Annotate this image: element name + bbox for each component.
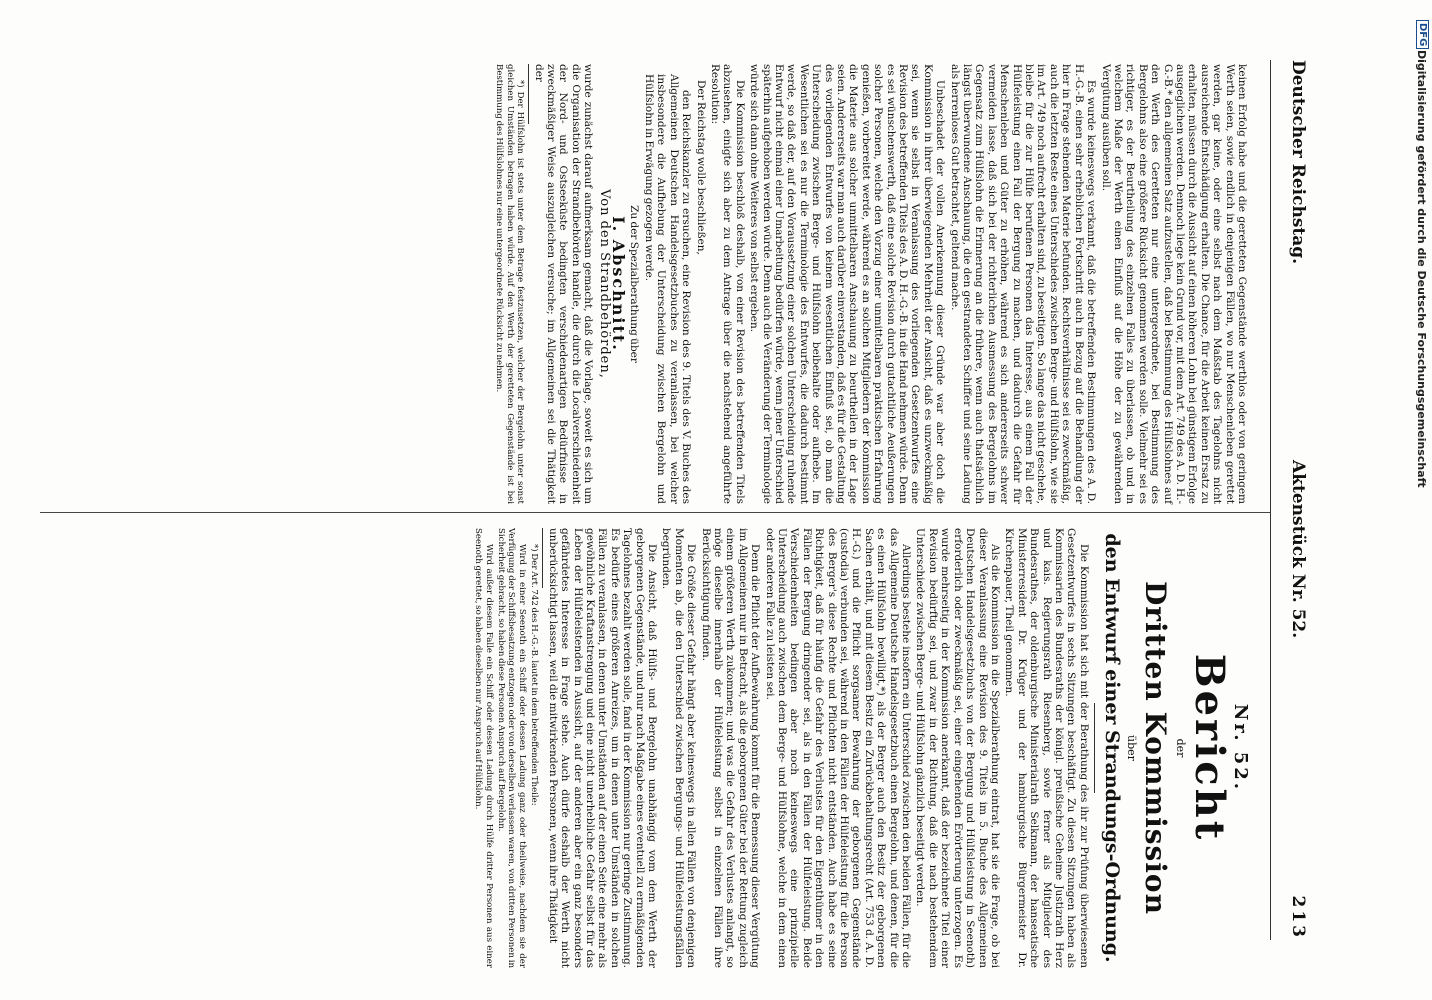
section-subheading: Von den Strandbehörden, xyxy=(596,189,612,379)
header-rule xyxy=(1270,60,1271,940)
header-left: Deutscher Reichstag. xyxy=(1288,60,1308,265)
paragraph: wurde zunächst darauf aufmerksam gemacht, daß die Vorlage, soweit es sich um die Organisation der Strandbehörden handle, die durch die Localverschiedenheit der Nord- und Ostseeküste bedingten verschiedenartigen Bedürfnisse in zweckmäßiger Weise auszugleichen versuche; im Allgemeinen sei die Thätigkeit der xyxy=(532,64,595,504)
title-ueber: über xyxy=(1125,735,1139,761)
right-footnote xyxy=(494,64,525,504)
paragraph: Allerdings bestehe insofern ein Unterschied zwischen den beiden Fällen, für die das Allgemeine Deutsche Handelsgesetzbuch einen Bergelohn, und denen, für die es einen Hülfslohn bewilligt,*) als der Berger auch den Besitz der geborgenen Sachen erhält, und mit diesem Besitz ein Zurückbehaltungsrecht (Art. 753 d. A. D. H.-G.) und die Pflicht sorgsamer Bewahrung der geborgenen Gegenstände (custodia) verbunden sei, während in den Fällen der Hülfeleistung für die Person des Berger's diese Rechte und Pflichten nicht entständen. Auch habe es seine Richtigkeit, daß für häufig die Gefahr des Verlustes für den Eigenthümer in den Fällen der Bergung dringender sei, als in den Fällen der Hülfeleistung. Beide Verschiedenheiten bedingen aber noch keineswegs eine prinzipielle Unterscheidung auch zwischen dem Berge- und Hülfslohne, welche in dem einen oder anderen Falle zu leisten sei. xyxy=(763,528,913,968)
paragraph: Die Kommission beschloß deshalb, von einer Revision des betreffenden Titels abzusehen, einigte sich aber zu dem Antrage über die nachstehend angeführte Resolution: xyxy=(708,64,746,504)
resolution-intro: Der Reichstag wolle beschließen, xyxy=(694,80,707,255)
commission-name: Dritten Kommission xyxy=(1139,581,1173,915)
footnote-line: *) Der Art. 742 des H.-G.-B. lautet in dem betreffenden Theile: xyxy=(529,544,540,806)
paragraph: Die Kommission hat sich mit der Berathung des ihr zur Prüfung überwiesenen Gesetzentwurfes in sechs Sitzungen beschäftigt. Zu diesen Sitzungen haben als Kommissarien des Bundesraths der königl. preußische Geheime Justizrath Herz und kais. Regierungsrath Riesenberg, sowie ferner als Mitglieder des Bundesrathes, der oldenburgische Ministerialrath Selkmann, der hanseatische Ministerresident Dr. Krüger und der hamburgische Bürgermeister Dr. Kirchenpauer, Theil genommen. xyxy=(1003,528,1090,968)
title-der: der xyxy=(1173,738,1187,758)
left-footnote xyxy=(473,528,539,968)
paragraph: Die Ansicht, daß Hülfs- und Bergelohn unabhängig vom dem Werth der geborgenen Gegenstände, und nur nach Maßgabe eines eventuell zu ermäßigenden Tagelohnes bezahlt werden solle, fand in der Kommission nur geringe Zustimmung. Es bedürfe eines größeren Anreizes, um in denen unter Umständen in solchen Fällen zu veranlassen, in denen unter Umständen auf der einen Seite eine mehr als gewöhnliche Kraftanstrengung und eine nicht unerhebliche Gefahr selbst für das Leben der Hülfeleistenden in Aussicht, auf der anderen aber ein ganz besonders gefährdetes Interesse in Frage stehe. Auch dürfe deshalb der Werth nicht unberücksichtigt lassen, weil die mitwirkenden Personen, wenn ihre Thätigkeit xyxy=(546,528,658,968)
paragraph: Als die Kommission in die Spezialberathung eintrat, hat sie die Frage, ob bei dieser Veranlassung eine Revision des 9. Titels im 5. Buche des Allgemeinen Deutschen Handelsgesetzbuchs von der Bergung und Hülfsleistung in Seenoth) erforderlich oder zweckmäßig sei, einer eingehenden Erörterung unterzogen. Es wurde mehrseitig in der Kommission anerkannt, daß der bezeichnete Titel einer Revision bedürftig sei, und zwar in der Richtung, daß die nach bestehendem Unterschiede zwischen Berge- und Hülfslohn gänzlich beseitigt werden. xyxy=(914,528,1001,968)
article-subject: den Entwurf einer Strandungs-Ordnung. xyxy=(1100,533,1123,963)
paragraph: Unbeschadet der vollen Anerkennung dieser Gründe war aber doch die Kommission in ihrer überwiegenden Mehrheit der Ansicht, daß es unzweckmäßig sei, wenn sie selbst in Veranlassung des vorliegenden Gesetzentwurfes eine Revision des betreffenden Titels des A. D. H.-G.-B. in die Hand nehmen würde. Denn es sei wünschenswerth, daß eine solche Revision durch gutachtliche Aeußerungen solcher Personen, welche den Vorzug einer unmittelbaren praktischen Erfahrung genießen, vorbereitet werde, während es an solchen Mitgliedern der Kommission die Materie aus solcher unmittelbaren Anschauung zu beurtheilen in der Lage seien. Andererseits war man auch darüber einverstanden, daß es für die Gestaltung des vorliegenden Entwurfes von keinem wesentlichen Einfluß sei, ob man die Unterscheidung zwischen Berge- und Hülfslohn beibehalte oder aufhebe. Im Wesentlichen sei es nur die Terminologie des Entwurfes, die dadurch bestimmt werde, so daß der, auf den Voraussetzung einer solchen Unterscheidung ruhende Entwurf nicht einmal einer Umarbeitung bedürfen würde, wenn jener Unterschied späterhin aufgehoben werden würde. Denn auch die Veränderung der Terminologie würde sich dann ohne Weiteres von selbst ergeben. xyxy=(748,64,947,504)
section-heading: I. Abschnitt. xyxy=(609,216,629,352)
resolution-text: den Reichskanzler zu ersuchen, eine Revision des 9. Titels des V. Buches des Allgemeinen Deutschen Handelsgesetzbuches zu veranlassen, bei welcher insbesondere die Aufhebung der Unterscheidung zwischen Bergelohn und Hülfslohn in Erwägung gezogen werde. xyxy=(642,74,693,504)
page-number: 213 xyxy=(1288,895,1308,940)
title-rule xyxy=(1094,703,1095,793)
column-divider xyxy=(40,512,1270,513)
article-number: Nr. 52. xyxy=(1230,703,1251,793)
article-title: Bericht xyxy=(1185,653,1233,843)
footnote-rule xyxy=(528,64,529,124)
paragraph: keinen Erfolg habe und die geretteten Gegenstände werthlos oder von geringem Werth seien, sowie endlich in denjenigen Fällen, wo nur Menschenleben gerettet werden, gar keine, oder eine selbst nach dem Maßstab des Tagelohns nicht ausreichende Entschädigung erhalten. Die Chance, für die Arbeit keinen Ersatz zu erhalten, müssen durch die Aussicht auf einen höheren Lohn bei günstigem Erfolge ausgeglichen werden. Dennoch liege kein Grund vor, mit dem Art. 749 des A. D. H.-G.-B.* den allgemeinen Satz aufzustellen, daß bei Bestimmung des Hülfslohnes auf den Werth des Geretteten nur eine untergeordnete, bei Bestimmung des Bergelohns also eine größere Rücksicht genommen werden solle. Vielmehr sei es richtiger, es der Beurtheilung des einzelnen Falles zu überlassen, ob und in welchem Maße der Werth einen Einfluß auf die Höhe der zu gewährenden Vergütung ausüben soll. xyxy=(1099,64,1248,504)
right-column xyxy=(208,64,1248,504)
footnote-rule xyxy=(542,528,543,588)
paragraph: Zu der Spezialberathung über xyxy=(628,205,641,363)
left-column xyxy=(208,528,1251,968)
dfg-logo: DFG xyxy=(1416,20,1429,49)
footnote-line: Wird in einer Seenoth ein Schiff oder dessen Ladung ganz oder theilweise, nachdem sie der Verfügung der Schiffsbesatzung entzogen oder von derselben verlassen waren, von dritten Personen in Sicherheit gebracht, so haben diese Personen Anspruch auf Bergelohn. xyxy=(496,528,527,968)
digitization-note xyxy=(1412,20,1430,960)
footnote-line: Wird außer diesem Falle ein Schiff oder dessen Ladung durch Hülfe dritter Personen aus einer Seenoth gerettet, so haben dieselben nur Anspruch auf Hülfslohn. xyxy=(473,528,494,968)
paragraph: Die Größe dieser Gefahr hängt aber keineswegs in allen Fällen von denjenigen Momenten ab, die den Unterschied zwischen Bergungs- und Hülfeleistungsfällen begründen. xyxy=(660,528,698,968)
dfg-funding-text: Digitalisierung gefördert durch die Deutsche Forschungsgemeinschaft xyxy=(1415,50,1428,488)
header-center: Aktenstück Nr. 52. xyxy=(1288,460,1308,639)
running-header xyxy=(1282,60,1312,940)
paragraph: Denn die Pflicht der Aufbewahrung kommt für die Bemessung dieser Vergütung im Allgemeinen nur in Betracht, als die geborgenen Güter bei der Rettung zugleich einem größeren Werth zukommen; und was die Gefahr des Verlustes anlangt, so möge dieselbe innerhalb der Hülfeleistung selbst in einzelnen Fällen ihre Berücksichtigung finden. xyxy=(699,528,762,968)
paragraph: Es wurde keineswegs verkannt, daß die betreffenden Bestimmungen des A. D. H.-G.-B. einen sehr erheblichen Fortschritt auch in Bezug auf die Behandlung der hier in Frage stehenden Materie befunden. Rechtsverhältnisse sei es zweckmäßig, auch die letzten Reste eines Unterschiedes zwischen Berge- und Hülfslohn, wie sie im Art. 749 noch aufrecht erhalten sind, zu beseitigen. So lange das nicht geschehe, bleibe für die zur Hülfe berufenen Personen das Interesse, aus einem Fall der Hülfeleistung einen Fall der Bergung zu machen, und dadurch die Gefahr für Menschenleben und Güter zu erhöhen, während es sich andererseits schwer vermeiden lasse, daß sich bei der richterlichen Ausmessung des Bergelohns im Gegensatz zum Hülfslohn die Erinnerung an die frühere, wenn auch thatsächlich längst überwundene Anschauung, die den gestrandeten Schiffer und seine Ladung als herrenloses Gut betrachtet, geltend mache. xyxy=(948,64,1098,504)
footnote-line: *) Der Hülfslohn ist stets unter dem Betrage festzusetzen, welcher der Bergelohn unter sonst gleichen Umständen betragen haben würde. Auf den Werth der geretteten Gegenstände ist bei Bestimmung des Hülfslohnes nur eine untergeordnete Rücksicht zu nehmen. xyxy=(494,64,526,504)
